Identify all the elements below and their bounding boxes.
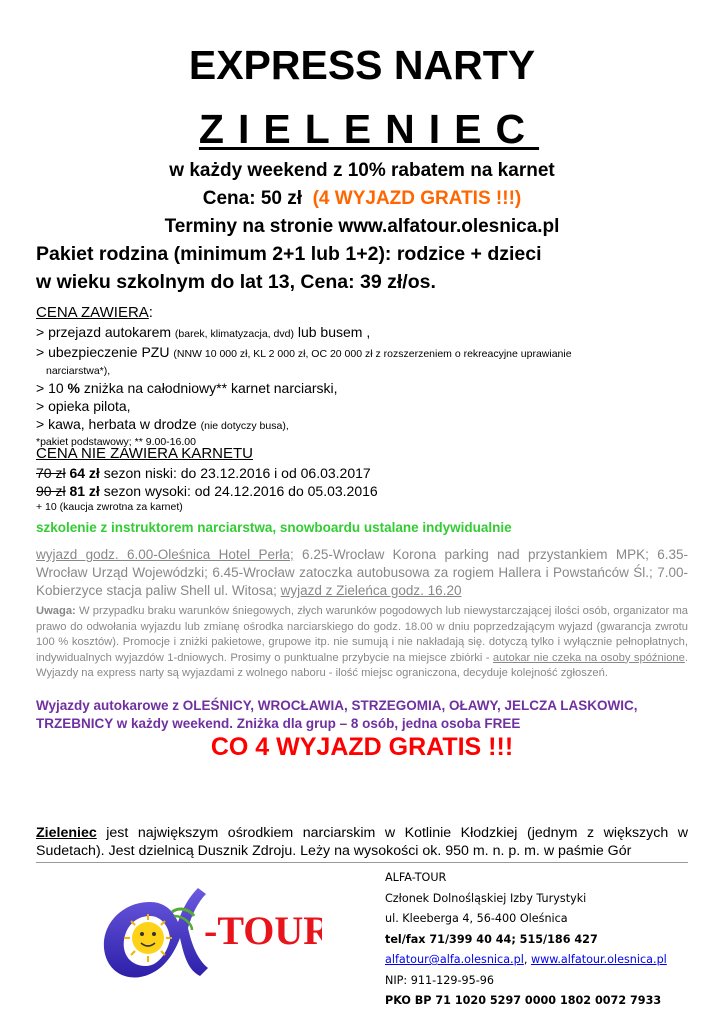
- bank-account: PKO BP 71 1020 5297 0000 1802 0072 7933: [385, 994, 662, 1007]
- season-low: 70 zł 64 zł sezon niski: do 23.12.2016 i od 06.03.2017: [36, 465, 371, 481]
- warning-note: Uwaga: W przypadku braku warunków śniegowych, złych warunków pogodowych lub niewystarczającej ilości osób, organizator ma prawo do odwołania wyjazdu lub zmianę ośrodka narciarskiego do godz. 18.00 w dniu poprzedzającym wyjazd (gwarancja zwrotu 100 % kosztów). Promocje i zniżki pakietowe, grupowe itp. nie sumują i nie nakładają się. dotyczą tylko i wyłącznie pełnopłatnych, indywidualnych wyjazdów 1-dniowych. Prosimy o punktualne przybycie na miejsce zbiórki - autokar nie czeka na osoby spóźnione. Wyjazdy na express narty są wyjazdami z wolnego naboru - ilość miejsc ograniczona, decyduje kolejność zgłoszeń.: [36, 605, 688, 679]
- divider: [36, 862, 688, 863]
- include-item-insurance: > ubezpieczenie PZU (NNW 10 000 zł, KL 2 000 zł, OC 20 000 zł z rozszerzeniem o rekreacyjne uprawianie: [36, 344, 572, 360]
- departure-schedule: wyjazd godz. 6.00-Oleśnica Hotel Perła; 6.25-Wrocław Korona parking nad przystankiem MPK; 6.35-Wrocław Urząd Wojewódzki; 6.45-Wrocław zatoczka autobusowa za rogiem Hallera i Powstańców Śl.; 7.00-Kobierzyce stacja paliw Shell ul. Witosa; wyjazd z Zieleńca godz. 16.20: [36, 547, 688, 598]
- member-info: Członek Dolnośląskiej Izby Turystyki: [385, 891, 587, 905]
- include-item-discount: > 10 % zniżka na całodniowy** karnet narciarski,: [36, 380, 338, 396]
- company-name: ALFA-TOUR: [385, 871, 447, 884]
- include-item-transport: > przejazd autokarem (barek, klimatyzacja, dvd) lub busem ,: [36, 324, 371, 340]
- promo-weekend: w każdy weekend z 10% rabatem na karnet: [169, 160, 555, 181]
- coaches-line: Wyjazdy autokarowe z OLEŚNICY, WROCŁAWIA, STRZEGOMIA, OŁAWY, JELCZA LASKOWIC, TRZEBNICY w każdy weekend. Zniżka dla grup – 8 osób, jedna osoba FREE: [36, 698, 638, 731]
- includes-colon: :: [148, 304, 153, 321]
- phone: tel/fax 71/399 40 44; 515/186 427: [385, 932, 598, 946]
- excludes-heading: CENA NIE ZAWIERA KARNETU: [36, 445, 253, 462]
- alpha-logo-icon: [92, 872, 322, 992]
- includes-section: [36, 303, 696, 450]
- price-label: Cena: 50 zł: [202, 188, 303, 209]
- title-line2: ZIELENIEC: [198, 106, 540, 152]
- title-line1: EXPRESS NARTY: [188, 42, 536, 88]
- training-line: szkolenie z instruktorem narciarstwa, snowboardu ustalane indywidualnie: [36, 520, 512, 535]
- family-line2: w wieku szkolnym do lat 13, Cena: 39 zł/os.: [36, 271, 436, 293]
- family-package: [36, 240, 696, 296]
- include-item-insurance-cont: narciarstwa*),: [46, 365, 111, 377]
- price-gratis: (4 WYJAZD GRATIS !!!): [312, 188, 522, 209]
- about-zieleniec: Zieleniec jest największym ośrodkiem narciarskim w Kotlinie Kłodzkiej (jednym z większych w Sudetach). Jest dzielnicą Dusznik Zdroju. Leży na wysokości ok. 950 m. n. p. m. w paśmie Gór: [36, 825, 688, 859]
- gratis-banner: CO 4 WYJAZD GRATIS !!!: [210, 733, 514, 761]
- logo-text: -TOUR: [204, 908, 322, 953]
- family-line1: Pakiet rodzina (minimum 2+1 lub 1+2): rodzice + dzieci: [36, 243, 542, 265]
- includes-footnote: *pakiet podstawowy; ** 9.00-16.00: [36, 436, 196, 448]
- includes-heading: CENA ZAWIERA: [36, 304, 149, 321]
- deposit-note: + 10 (kaucja zwrotna za karnet): [36, 501, 183, 513]
- contact-block: [385, 868, 705, 1012]
- price-line: [0, 188, 724, 210]
- excludes-section: [36, 444, 696, 515]
- season-high: 90 zł 81 zł sezon wysoki: od 24.12.2016 do 05.03.2016: [36, 483, 378, 499]
- links: alfatour@alfa.olesnica.pl, www.alfatour.olesnica.pl: [385, 953, 667, 966]
- note-label: Uwaga:: [36, 605, 76, 617]
- include-item-pilot: > opieka pilota,: [36, 398, 131, 414]
- email-link[interactable]: alfatour@alfa.olesnica.pl: [385, 953, 524, 966]
- address: ul. Kleeberga 4, 56-400 Oleśnica: [385, 912, 568, 925]
- alfa-tour-logo: [92, 872, 322, 992]
- nip: NIP: 911-129-95-96: [385, 973, 495, 987]
- terms-line: Terminy na stronie www.alfatour.olesnica.pl: [164, 216, 560, 237]
- include-item-coffee: > kawa, herbata w drodze (nie dotyczy busa),: [36, 416, 289, 432]
- website-link[interactable]: www.alfatour.olesnica.pl: [530, 953, 667, 966]
